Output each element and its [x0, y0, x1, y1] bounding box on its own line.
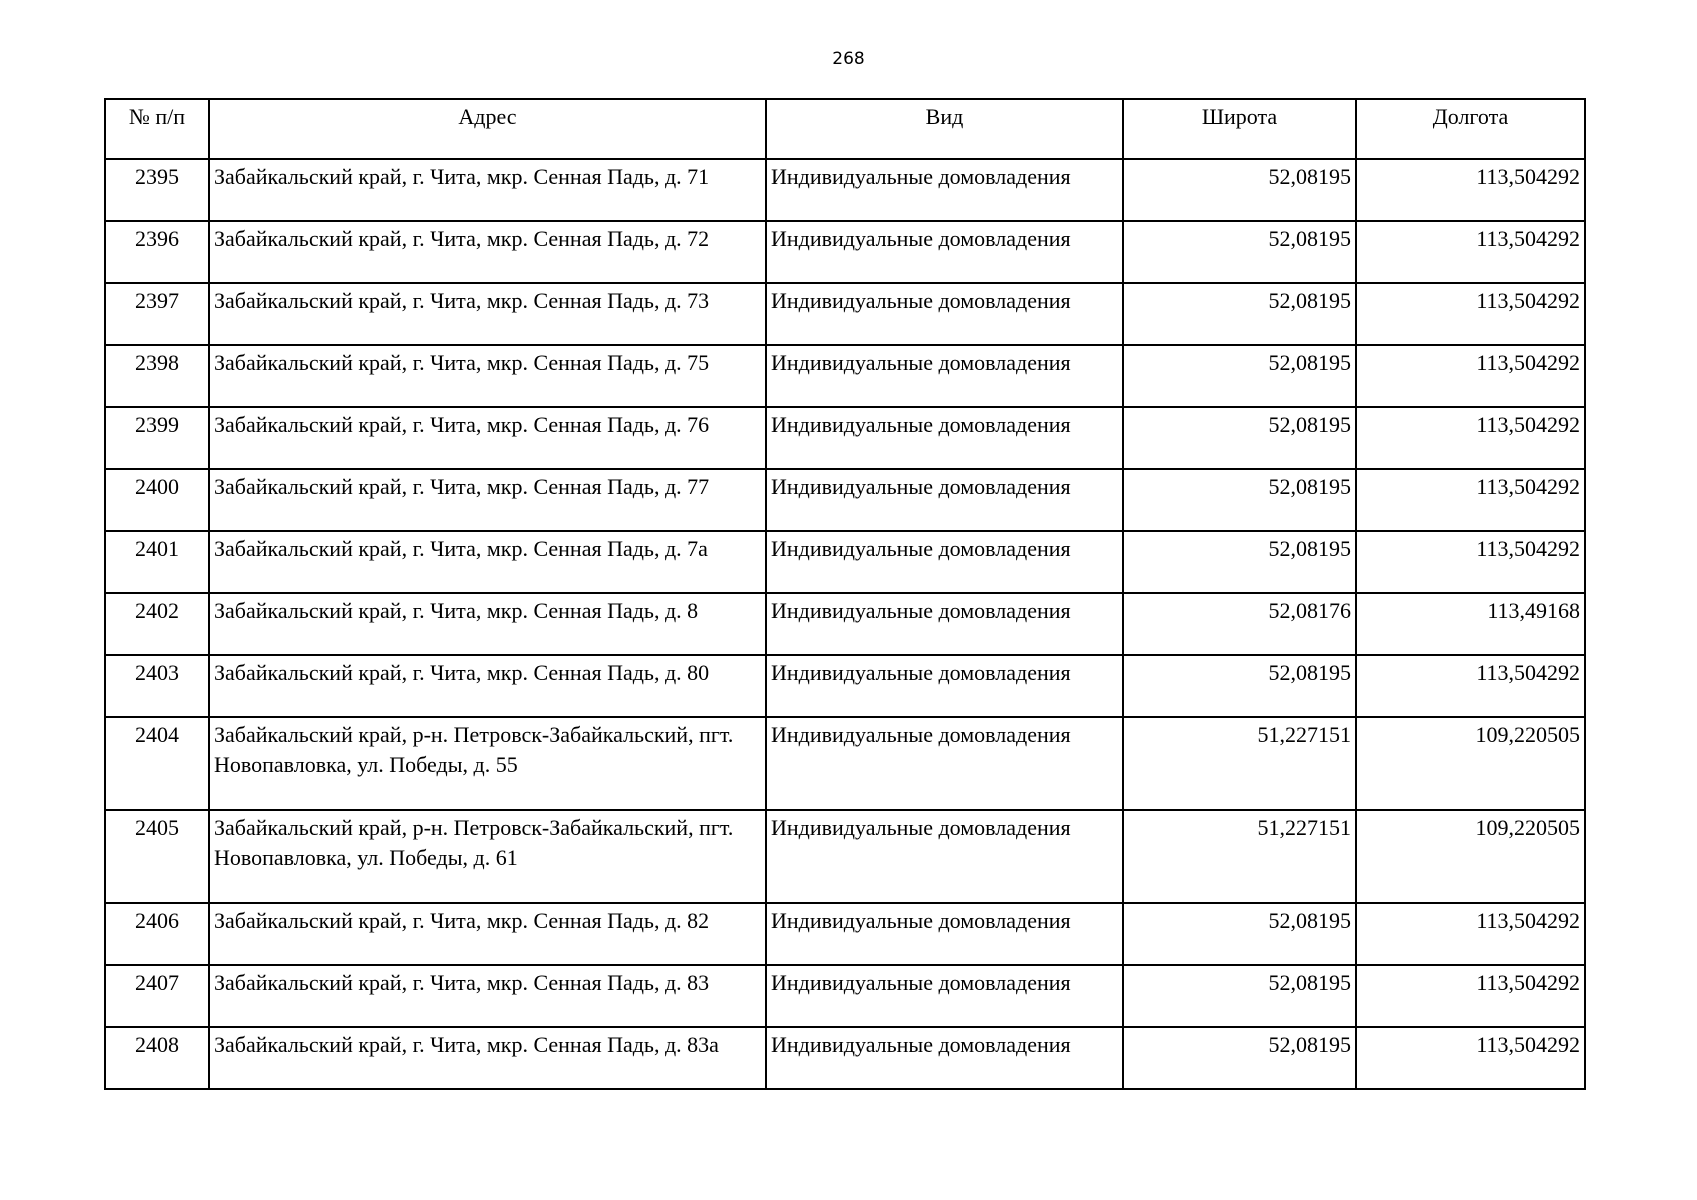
cell-address: Забайкальский край, г. Чита, мкр. Сенная Падь, д. 83а — [209, 1027, 766, 1089]
cell-num: 2403 — [105, 655, 209, 717]
table-row — [105, 345, 1585, 407]
header-address: Адрес — [209, 99, 766, 159]
cell-type: Индивидуальные домовладения — [766, 531, 1123, 593]
table-row — [105, 655, 1585, 717]
table-row — [105, 283, 1585, 345]
cell-address: Забайкальский край, г. Чита, мкр. Сенная Падь, д. 77 — [209, 469, 766, 531]
cell-lat: 52,08195 — [1123, 965, 1356, 1027]
cell-lat: 51,227151 — [1123, 717, 1356, 810]
cell-type: Индивидуальные домовладения — [766, 283, 1123, 345]
cell-lon: 113,504292 — [1356, 965, 1585, 1027]
table-row — [105, 810, 1585, 903]
cell-address: Забайкальский край, г. Чита, мкр. Сенная Падь, д. 73 — [209, 283, 766, 345]
cell-address: Забайкальский край, г. Чита, мкр. Сенная Падь, д. 72 — [209, 221, 766, 283]
table-row — [105, 1027, 1585, 1089]
table-header — [105, 99, 1585, 159]
cell-num: 2405 — [105, 810, 209, 903]
address-table — [104, 98, 1586, 1090]
table-row — [105, 531, 1585, 593]
cell-lat: 52,08195 — [1123, 407, 1356, 469]
table-row — [105, 407, 1585, 469]
cell-lon: 113,504292 — [1356, 345, 1585, 407]
cell-address: Забайкальский край, р-н. Петровск-Забайкальский, пгт. Новопавловка, ул. Победы, д. 55 — [209, 717, 766, 810]
cell-lon: 113,49168 — [1356, 593, 1585, 655]
cell-address: Забайкальский край, г. Чита, мкр. Сенная Падь, д. 8 — [209, 593, 766, 655]
cell-lat: 52,08195 — [1123, 221, 1356, 283]
cell-lat: 51,227151 — [1123, 810, 1356, 903]
cell-lat: 52,08195 — [1123, 283, 1356, 345]
cell-type: Индивидуальные домовладения — [766, 810, 1123, 903]
cell-lon: 109,220505 — [1356, 717, 1585, 810]
cell-num: 2401 — [105, 531, 209, 593]
cell-num: 2408 — [105, 1027, 209, 1089]
table-body — [105, 159, 1585, 1089]
cell-address: Забайкальский край, г. Чита, мкр. Сенная Падь, д. 76 — [209, 407, 766, 469]
cell-num: 2398 — [105, 345, 209, 407]
cell-lon: 113,504292 — [1356, 221, 1585, 283]
cell-type: Индивидуальные домовладения — [766, 407, 1123, 469]
cell-type: Индивидуальные домовладения — [766, 593, 1123, 655]
cell-lat: 52,08195 — [1123, 655, 1356, 717]
cell-type: Индивидуальные домовладения — [766, 717, 1123, 810]
cell-address: Забайкальский край, г. Чита, мкр. Сенная Падь, д. 80 — [209, 655, 766, 717]
cell-lat: 52,08195 — [1123, 469, 1356, 531]
cell-lon: 109,220505 — [1356, 810, 1585, 903]
cell-type: Индивидуальные домовладения — [766, 655, 1123, 717]
cell-num: 2406 — [105, 903, 209, 965]
cell-num: 2404 — [105, 717, 209, 810]
cell-address: Забайкальский край, г. Чита, мкр. Сенная Падь, д. 71 — [209, 159, 766, 221]
cell-address: Забайкальский край, г. Чита, мкр. Сенная Падь, д. 83 — [209, 965, 766, 1027]
cell-type: Индивидуальные домовладения — [766, 221, 1123, 283]
table-row — [105, 903, 1585, 965]
cell-lon: 113,504292 — [1356, 469, 1585, 531]
table-row — [105, 717, 1585, 810]
header-type: Вид — [766, 99, 1123, 159]
table-row — [105, 221, 1585, 283]
cell-lat: 52,08195 — [1123, 345, 1356, 407]
cell-num: 2407 — [105, 965, 209, 1027]
page-number: 268 — [832, 49, 865, 69]
cell-lon: 113,504292 — [1356, 407, 1585, 469]
table-row — [105, 159, 1585, 221]
cell-lon: 113,504292 — [1356, 159, 1585, 221]
cell-type: Индивидуальные домовладения — [766, 159, 1123, 221]
cell-num: 2402 — [105, 593, 209, 655]
cell-address: Забайкальский край, г. Чита, мкр. Сенная Падь, д. 7а — [209, 531, 766, 593]
cell-num: 2397 — [105, 283, 209, 345]
cell-lat: 52,08195 — [1123, 159, 1356, 221]
cell-lat: 52,08195 — [1123, 903, 1356, 965]
cell-address: Забайкальский край, г. Чита, мкр. Сенная Падь, д. 82 — [209, 903, 766, 965]
cell-num: 2396 — [105, 221, 209, 283]
table-row — [105, 593, 1585, 655]
header-lat: Широта — [1123, 99, 1356, 159]
header-row — [105, 99, 1585, 159]
table-row — [105, 965, 1585, 1027]
cell-type: Индивидуальные домовладения — [766, 903, 1123, 965]
cell-type: Индивидуальные домовладения — [766, 469, 1123, 531]
cell-lon: 113,504292 — [1356, 655, 1585, 717]
cell-lon: 113,504292 — [1356, 531, 1585, 593]
cell-type: Индивидуальные домовладения — [766, 345, 1123, 407]
cell-type: Индивидуальные домовладения — [766, 1027, 1123, 1089]
table-row — [105, 469, 1585, 531]
cell-type: Индивидуальные домовладения — [766, 965, 1123, 1027]
cell-address: Забайкальский край, р-н. Петровск-Забайкальский, пгт. Новопавловка, ул. Победы, д. 61 — [209, 810, 766, 903]
cell-lat: 52,08176 — [1123, 593, 1356, 655]
cell-lat: 52,08195 — [1123, 531, 1356, 593]
cell-num: 2395 — [105, 159, 209, 221]
header-lon: Долгота — [1356, 99, 1585, 159]
cell-num: 2399 — [105, 407, 209, 469]
cell-lon: 113,504292 — [1356, 1027, 1585, 1089]
cell-num: 2400 — [105, 469, 209, 531]
cell-lon: 113,504292 — [1356, 903, 1585, 965]
header-num: № п/п — [105, 99, 209, 159]
cell-lon: 113,504292 — [1356, 283, 1585, 345]
cell-lat: 52,08195 — [1123, 1027, 1356, 1089]
cell-address: Забайкальский край, г. Чита, мкр. Сенная Падь, д. 75 — [209, 345, 766, 407]
